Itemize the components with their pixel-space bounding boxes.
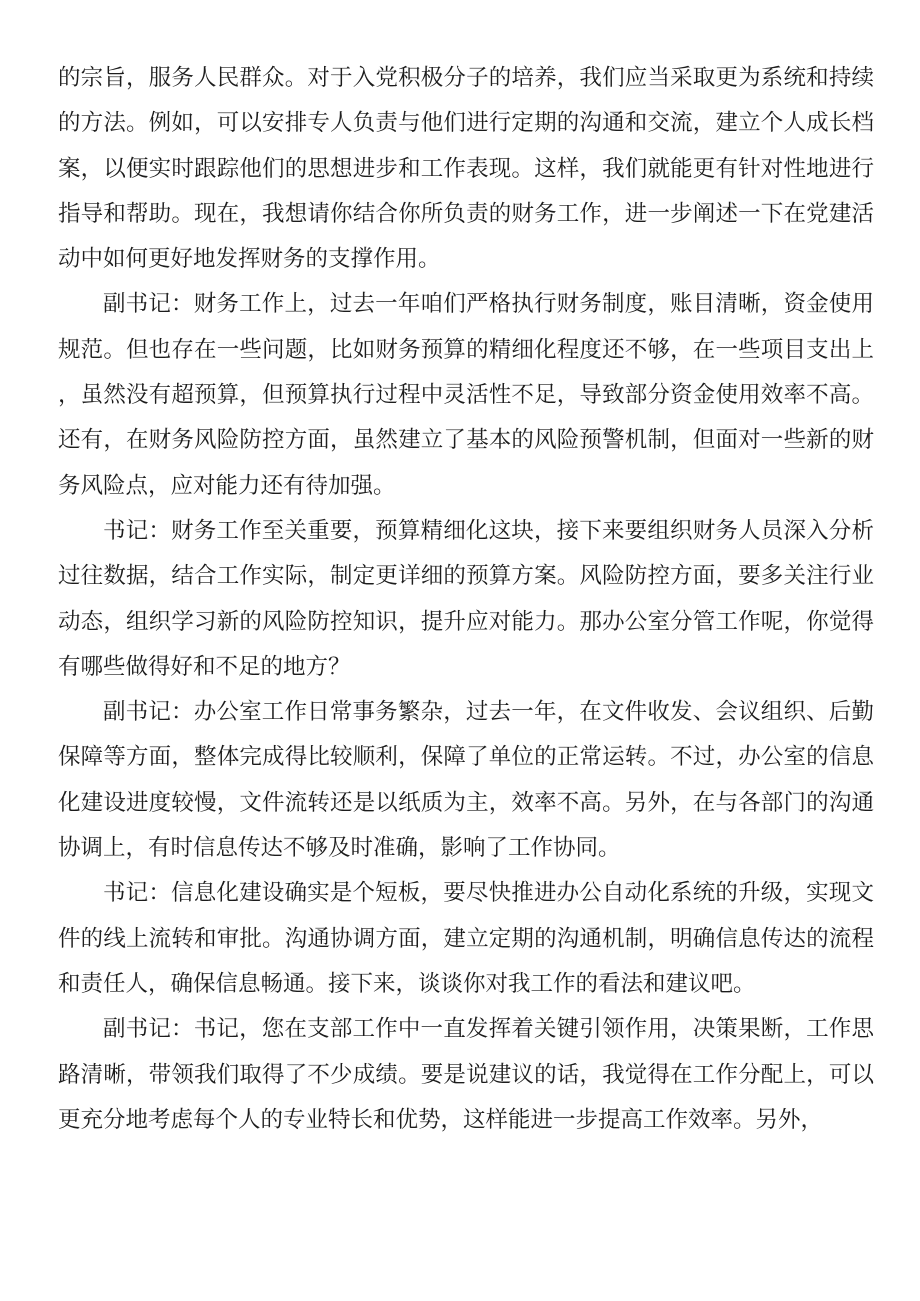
paragraph-4: 副书记：办公室工作日常事务繁杂，过去一年，在文件收发、会议组织、后勤保障等方面，整体完成得比较顺利，保障了单位的正常运转。不过，办公室的信息化建设进度较慢，文件流转还是以纸质为主，效率不高。另外，在与各部门的沟通协调上，有时信息传达不够及时准确，影响了工作协同。	[58, 699, 874, 862]
paragraph-6: 副书记：书记，您在支部工作中一直发挥着关键引领作用，决策果断，工作思路清晰，带领我们取得了不少成绩。要是说建议的话，我觉得在工作分配上，可以更充分地考虑每个人的专业特长和优势，这样能进一步提高工作效率。另外，	[58, 1016, 874, 1133]
document-body	[58, 56, 874, 1143]
paragraph-1: 的宗旨，服务人民群众。对于入党积极分子的培养，我们应当采取更为系统和持续的方法。例如，可以安排专人负责与他们进行定期的沟通和交流，建立个人成长档案，以便实时跟踪他们的思想进步和工作表现。这样，我们就能更有针对性地进行指导和帮助。现在，我想请你结合你所负责的财务工作，进一步阐述一下在党建活动中如何更好地发挥财务的支撑作用。	[58, 65, 874, 273]
paragraph-3: 书记：财务工作至关重要，预算精细化这块，接下来要组织财务人员深入分析过往数据，结合工作实际，制定更详细的预算方案。风险防控方面，要多关注行业动态，组织学习新的风险防控知识，提升应对能力。那办公室分管工作呢，你觉得有哪些做得好和不足的地方？	[58, 517, 874, 680]
paragraph-2: 副书记：财务工作上，过去一年咱们严格执行财务制度，账目清晰，资金使用规范。但也存在一些问题，比如财务预算的精细化程度还不够，在一些项目支出上，虽然没有超预算，但预算执行过程中灵活性不足，导致部分资金使用效率不高。还有，在财务风险防控方面，虽然建立了基本的风险预警机制，但面对一些新的财务风险点，应对能力还有待加强。	[58, 291, 874, 499]
paragraph-5: 书记：信息化建设确实是个短板，要尽快推进办公自动化系统的升级，实现文件的线上流转和审批。沟通协调方面，建立定期的沟通机制，明确信息传达的流程和责任人，确保信息畅通。接下来，谈谈你对我工作的看法和建议吧。	[58, 880, 874, 997]
